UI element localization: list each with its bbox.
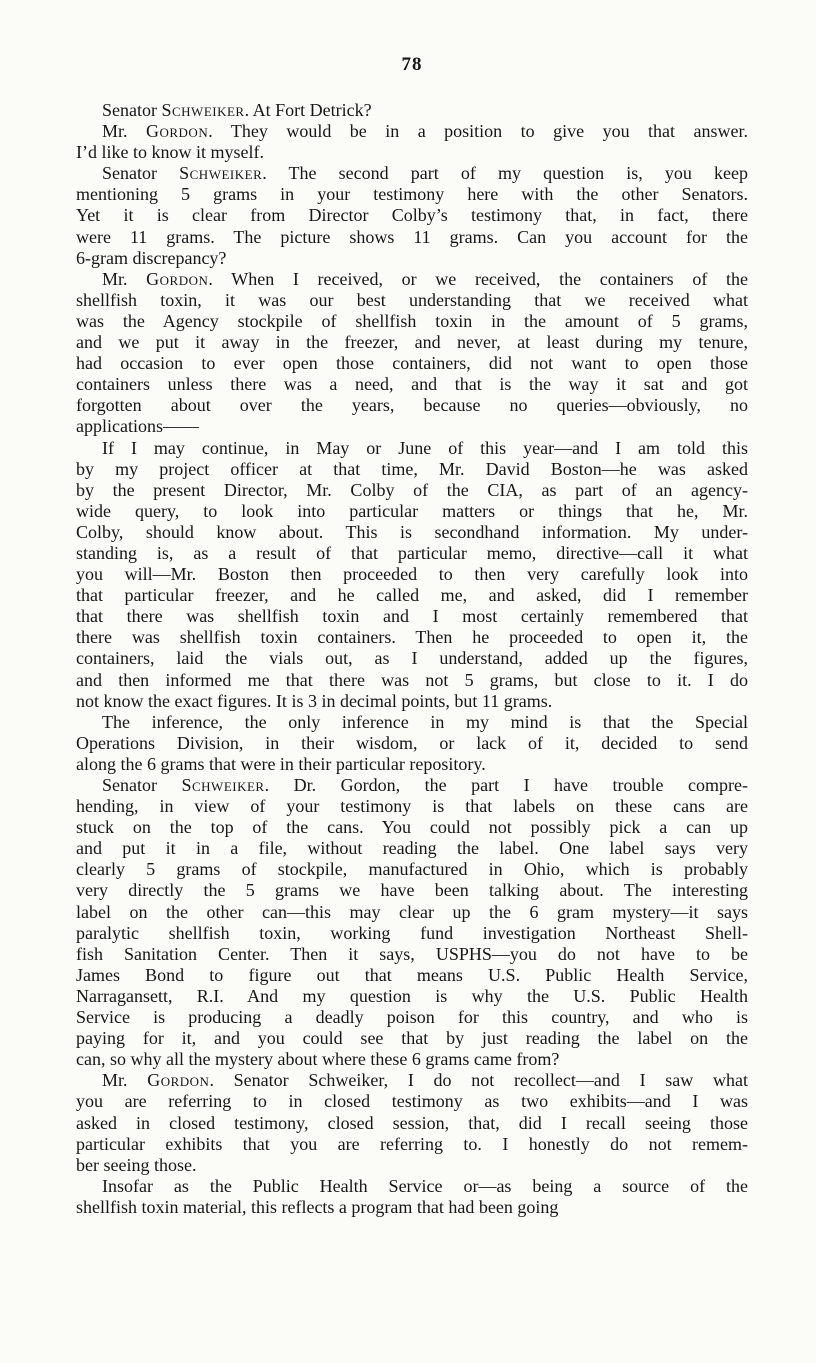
text-segment: containers, laid the vials out, as I understand, added up the figures,: [76, 648, 748, 669]
text-line: [76, 480, 748, 501]
text-segment: If I may continue, in May or June of this year—and I am told this: [102, 437, 748, 458]
text-line: [76, 986, 748, 1007]
text-segment: Service is producing a deadly poison for this country, and who is: [76, 1007, 748, 1028]
page-number: 78: [401, 54, 423, 75]
paragraph: [76, 438, 748, 712]
text-segment: The inference, the only inference in my mind is that the Special: [102, 711, 748, 732]
text-line: [76, 248, 748, 269]
text-line: [76, 1134, 748, 1155]
text-line: [76, 121, 748, 142]
text-segment: Operations Division, in their wisdom, or lack of it, decided to send: [76, 732, 748, 753]
text-line: [76, 880, 748, 901]
text-line: [76, 775, 748, 796]
text-line: [76, 1176, 748, 1197]
text-segment: that there was shellfish toxin and I most certainly remembered that: [76, 606, 748, 627]
text-segment: . When I received, or we received, the containers of the: [208, 268, 748, 289]
text-segment: fish Sanitation Center. Then it says, USPHS—you do not have to be: [76, 943, 748, 964]
text-segment: stuck on the top of the cans. You could not possibly pick a can up: [76, 817, 748, 838]
text-line: [76, 923, 748, 944]
text-segment: shellfish toxin material, this reflects a program that had been going: [76, 1196, 559, 1217]
text-segment: James Bond to figure out that means U.S. Public Health Service,: [76, 964, 748, 985]
text-segment: very directly the 5 grams we have been talking about. The interesting: [76, 880, 748, 901]
speaker-name: Schweiker: [161, 100, 245, 120]
text-segment: asked in closed testimony, closed session, that, did I recall seeing those: [76, 1112, 748, 1133]
text-segment: Mr.: [102, 268, 147, 289]
text-line: [76, 1155, 748, 1176]
text-segment: containers unless there was a need, and that is the way it sat and got: [76, 374, 748, 395]
text-line: [76, 374, 748, 395]
speaker-name: Gordon: [145, 121, 209, 142]
text-line: [76, 501, 748, 522]
paragraph: [76, 121, 748, 163]
text-line: [76, 142, 748, 163]
text-line: [76, 606, 748, 627]
text-line: [76, 459, 748, 480]
text-line: [76, 838, 748, 859]
text-line: [76, 395, 748, 416]
text-segment: Senator: [102, 775, 182, 795]
text-segment: Narragansett, R.I. And my question is why the U.S. Public Health: [76, 985, 748, 1006]
text-segment: I’d like to know it myself.: [76, 142, 264, 163]
text-line: [76, 754, 748, 775]
text-line: [76, 227, 748, 248]
text-segment: 6-gram discrepancy?: [76, 247, 227, 268]
text-segment: and we put it away in the freezer, and never, at least during my tenure,: [76, 332, 748, 353]
text-line: [76, 543, 748, 564]
text-segment: that particular freezer, and he called me, and asked, did I remember: [76, 585, 748, 606]
text-segment: Senator: [102, 163, 180, 184]
text-segment: were 11 grams. The picture shows 11 grams. Can you account for the: [76, 226, 748, 247]
text-line: [76, 585, 748, 606]
text-line: [76, 712, 748, 733]
text-segment: Yet it is clear from Director Colby’s testimony that, in fact, there: [76, 205, 748, 226]
text-line: [76, 353, 748, 374]
text-segment: Mr.: [102, 121, 146, 142]
text-segment: forgotten about over the years, because no queries—obviously, no: [76, 395, 748, 416]
text-segment: by the present Director, Mr. Colby of the CIA, as part of an agency-: [76, 479, 748, 500]
text-line: [76, 859, 748, 880]
text-segment: Senator: [102, 100, 162, 120]
text-segment: . They would be in a position to give you that answer.: [208, 121, 748, 142]
text-segment: Mr.: [102, 1070, 148, 1091]
page-text: [76, 100, 748, 1218]
speaker-name: Schweiker: [181, 775, 265, 795]
speaker-name: Schweiker: [179, 163, 263, 184]
text-segment: Colby, should know about. This is secondhand information. My under-: [76, 521, 748, 542]
text-segment: paralytic shellfish toxin, working fund investigation Northeast Shell-: [76, 922, 748, 943]
text-segment: standing is, as a result of that particular memo, directive—call it what: [76, 542, 748, 563]
text-line: [76, 1070, 748, 1091]
text-line: [76, 796, 748, 817]
text-line: [76, 522, 748, 543]
paragraph: [76, 100, 748, 121]
text-line: [76, 438, 748, 459]
paragraph: [76, 712, 748, 775]
text-line: [76, 817, 748, 838]
text-segment: you are referring to in closed testimony as two exhibits—and I was: [76, 1091, 748, 1112]
text-line: [76, 1197, 748, 1218]
text-line: [76, 733, 748, 754]
text-segment: paying for it, and you could see that by just reading the label on the: [76, 1028, 748, 1049]
text-line: [76, 290, 748, 311]
text-line: [76, 902, 748, 923]
text-line: [76, 1091, 748, 1112]
text-segment: by my project officer at that time, Mr. David Boston—he was asked: [76, 458, 748, 479]
paragraph: [76, 1176, 748, 1218]
text-line: [76, 163, 748, 184]
text-segment: can, so why all the mystery about where these 6 grams came from?: [76, 1049, 560, 1070]
text-segment: . The second part of my question is, you keep: [262, 163, 749, 184]
text-line: [76, 670, 748, 691]
text-line: [76, 1007, 748, 1028]
text-line: [76, 691, 748, 712]
text-segment: hending, in view of your testimony is that labels on these cans are: [76, 796, 748, 817]
text-segment: label on the other can—this may clear up the 6 gram mystery—it says: [76, 901, 748, 922]
text-line: [76, 1049, 748, 1070]
text-segment: Insofar as the Public Health Service or—as being a source of the: [102, 1175, 748, 1196]
text-line: [76, 416, 748, 437]
text-segment: not know the exact figures. It is 3 in decimal points, but 11 grams.: [76, 690, 553, 711]
text-segment: clearly 5 grams of stockpile, manufactured in Ohio, which is probably: [76, 859, 748, 880]
text-line: [76, 332, 748, 353]
text-segment: . Dr. Gordon, the part I have trouble compre-: [264, 775, 748, 795]
text-line: [76, 627, 748, 648]
text-segment: and put it in a file, without reading the label. One label says very: [76, 838, 748, 859]
text-line: [76, 205, 748, 226]
text-line: [76, 965, 748, 986]
text-segment: ber seeing those.: [76, 1154, 197, 1175]
paragraph: [76, 775, 748, 1070]
text-segment: along the 6 grams that were in their particular repository.: [76, 753, 486, 774]
text-segment: applications——: [76, 416, 199, 437]
text-line: [76, 184, 748, 205]
text-line: [76, 311, 748, 332]
text-segment: wide query, to look into particular matters or things that he, Mr.: [76, 500, 748, 521]
text-segment: was the Agency stockpile of shellfish toxin in the amount of 5 grams,: [76, 310, 748, 331]
speaker-name: Gordon: [146, 268, 209, 289]
speaker-name: Gordon: [147, 1070, 210, 1091]
text-segment: had occasion to ever open those containers, did not want to open those: [76, 353, 748, 374]
text-segment: . Senator Schweiker, I do not recollect—and I saw what: [209, 1070, 748, 1091]
text-line: [76, 944, 748, 965]
paragraph: [76, 269, 748, 438]
text-line: [76, 648, 748, 669]
text-segment: mentioning 5 grams in your testimony here with the other Senators.: [76, 184, 748, 205]
paragraph: [76, 1070, 748, 1175]
text-line: [76, 564, 748, 585]
text-segment: you will—Mr. Boston then proceeded to then very carefully look into: [76, 564, 748, 585]
text-line: [76, 1028, 748, 1049]
text-line: [76, 100, 748, 121]
text-segment: . At Fort Detrick?: [244, 100, 372, 120]
text-segment: shellfish toxin, it was our best understanding that we received what: [76, 289, 748, 310]
text-segment: there was shellfish toxin containers. Then he proceeded to open it, the: [76, 627, 748, 648]
text-line: [76, 269, 748, 290]
paragraph: [76, 163, 748, 268]
text-line: [76, 1113, 748, 1134]
text-segment: particular exhibits that you are referring to. I honestly do not remem-: [76, 1133, 748, 1154]
text-segment: and then informed me that there was not 5 grams, but close to it. I do: [76, 669, 748, 690]
